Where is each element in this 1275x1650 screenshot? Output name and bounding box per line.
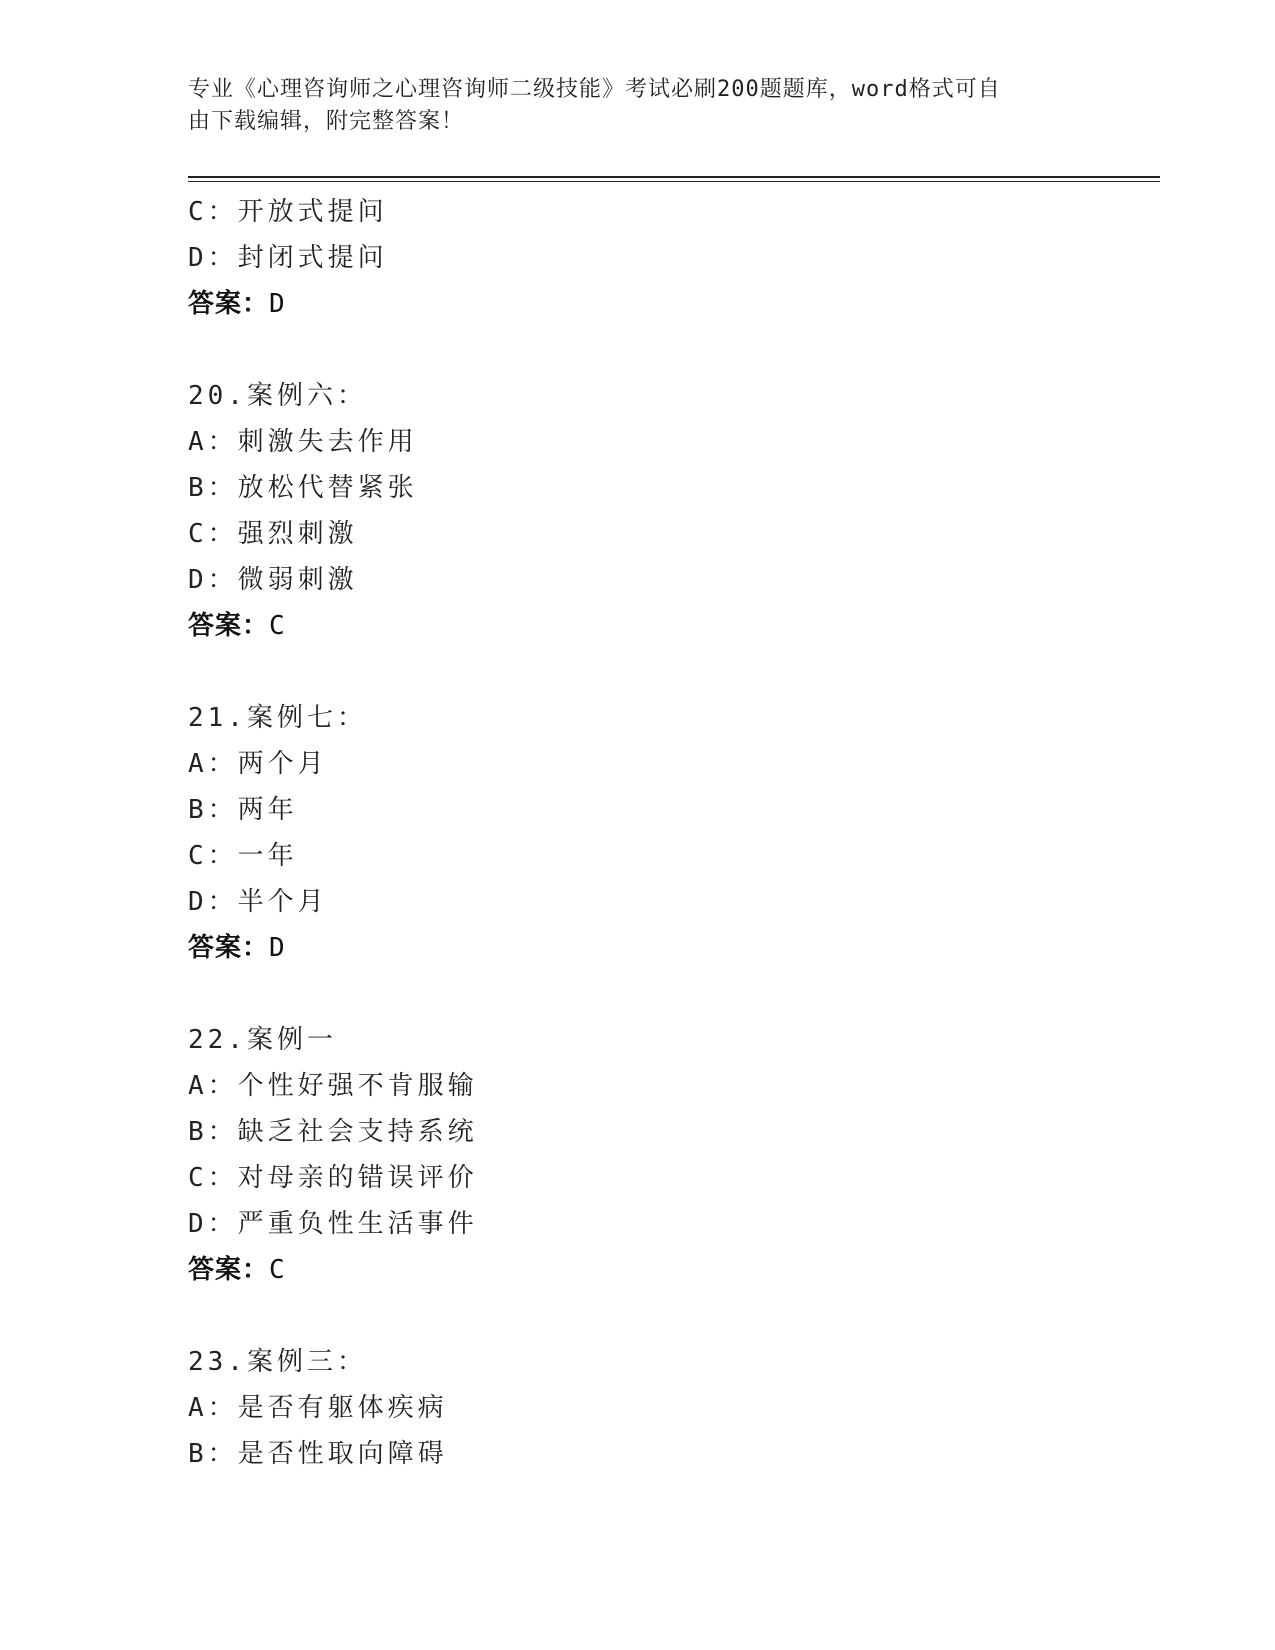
header-line: 由下载编辑，附完整答案！ [188,109,465,134]
option-d: D：微弱刺激 [188,565,358,595]
answer-value: D [269,933,286,963]
option-a: A：是否有躯体疾病 [188,1393,448,1423]
answer-line [188,281,1148,327]
option-a: A：刺激失去作用 [188,427,418,457]
answer-line [188,925,1148,971]
answer-value: D [269,289,286,319]
option-b: B：两年 [188,795,298,825]
answer-line [188,1247,1148,1293]
spacer [188,327,1148,373]
answer-line [188,603,1148,649]
question-block [188,189,1148,327]
option-c: C：开放式提问 [188,197,388,227]
answer-label: 答案： [188,289,270,319]
option-d: D：严重负性生活事件 [188,1209,478,1239]
option-c: C：强烈刺激 [188,519,358,549]
header-line: 专业《心理咨询师之心理咨询师二级技能》考试必刷200题题库，word格式可自 [188,77,1001,102]
question-block [188,373,1148,649]
question-block [188,1017,1148,1293]
option-d: D：封闭式提问 [188,243,388,273]
option-a: A：个性好强不肯服输 [188,1071,478,1101]
header-divider [188,176,1160,178]
spacer [188,649,1148,695]
spacer [188,1293,1148,1339]
option-a: A：两个月 [188,749,328,779]
answer-value: C [269,611,286,641]
option-b: B：放松代替紧张 [188,473,418,503]
option-c: C：一年 [188,841,298,871]
question-title: 23.案例三： [188,1347,367,1377]
option-c: C：对母亲的错误评价 [188,1163,478,1193]
document-header [188,74,1068,138]
question-title: 22.案例一 [188,1025,337,1055]
answer-label: 答案： [188,1255,270,1285]
question-list [188,189,1148,1477]
answer-label: 答案： [188,933,270,963]
question-title: 20.案例六： [188,381,367,411]
spacer [188,971,1148,1017]
option-b: B：是否性取向障碍 [188,1439,448,1469]
option-b: B：缺乏社会支持系统 [188,1117,478,1147]
question-block [188,695,1148,971]
question-block [188,1339,1148,1477]
answer-value: C [269,1255,286,1285]
answer-label: 答案： [188,611,270,641]
header-divider [188,181,1160,182]
option-d: D：半个月 [188,887,328,917]
question-title: 21.案例七： [188,703,367,733]
